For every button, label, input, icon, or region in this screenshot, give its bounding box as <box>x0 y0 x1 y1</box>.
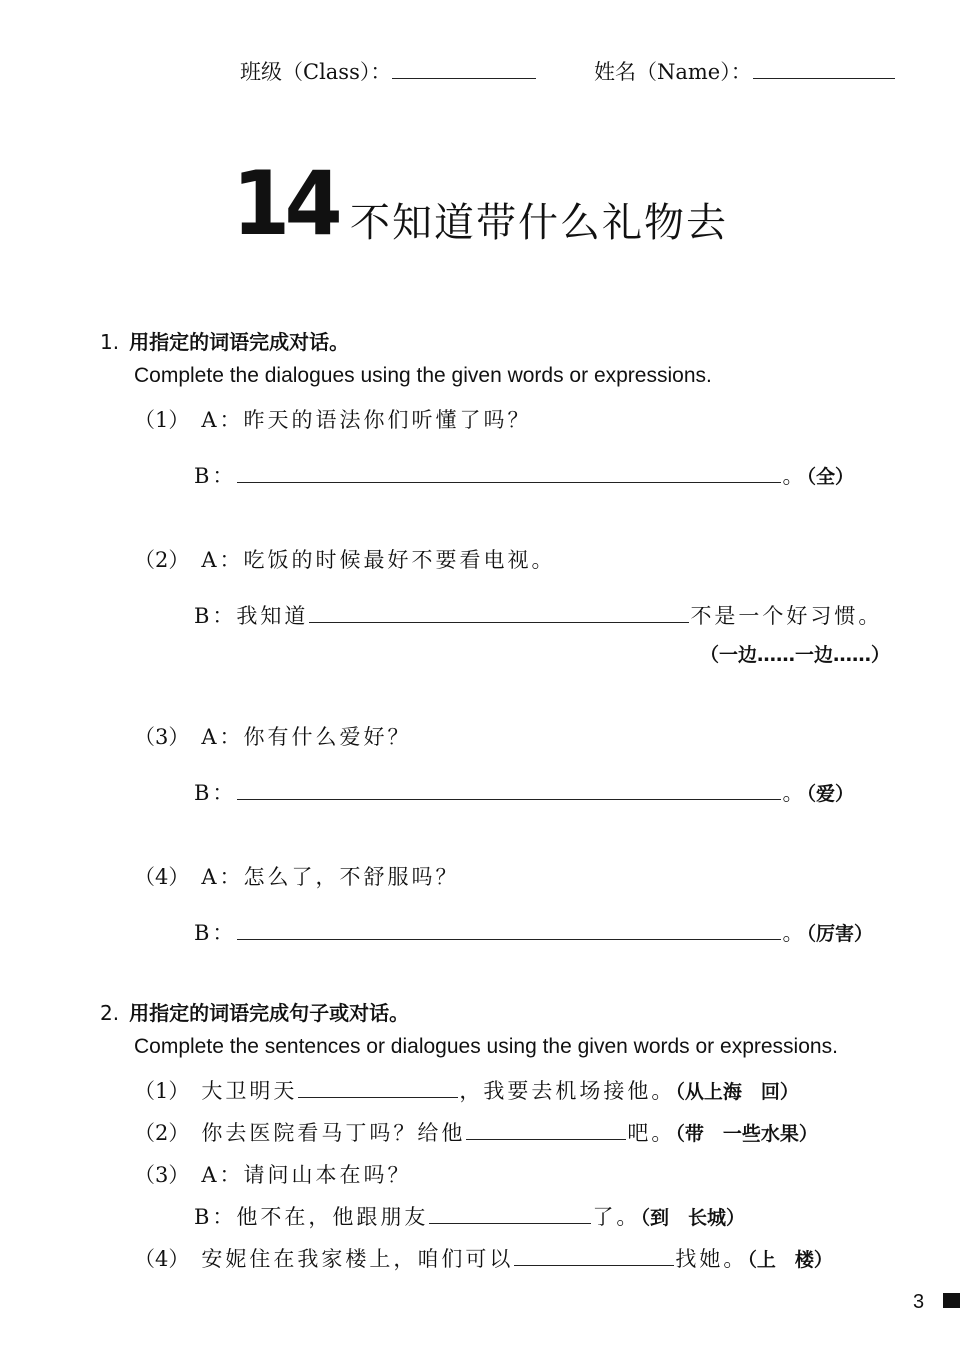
s2-q4-suffix: 找她。 <box>675 1247 748 1271</box>
s2-q3-b <box>194 1201 745 1231</box>
section1-title-en: Complete the dialogues using the given words or expressions. <box>134 364 712 387</box>
s2-q2-hint: （带 一些水果） <box>675 1123 818 1145</box>
s1-q4-answer-blank[interactable] <box>237 938 781 940</box>
s2-q4-label: （4） <box>134 1247 190 1271</box>
s2-q3-label: （3） <box>134 1163 190 1187</box>
s1-q2-answer-blank[interactable] <box>309 621 689 623</box>
s2-q4-prefix: 安妮住在我家楼上，咱们可以 <box>201 1247 514 1271</box>
s1-q3-hint: （爱） <box>806 783 854 805</box>
s2-q1-hint: （从上海 回） <box>675 1081 799 1103</box>
section1-title <box>100 326 349 355</box>
s1-q1-b <box>194 460 854 490</box>
s1-q1-b-suffix: 。 <box>782 464 807 488</box>
section2-title-en: Complete the sentences or dialogues using the given words or expressions. <box>134 1035 838 1058</box>
s2-q3-suffix: 了。 <box>592 1205 641 1229</box>
s2-q1-answer-blank[interactable] <box>298 1096 458 1098</box>
s1-q1-label: （1） <box>134 408 190 432</box>
s2-q3-prefix: B：他不在，他跟朋友 <box>194 1205 429 1229</box>
name-label: 姓名（Name）： <box>594 60 752 84</box>
s1-q1-a-text: A：昨天的语法你们听懂了吗？ <box>201 408 532 432</box>
s1-q2-b <box>194 600 882 630</box>
s1-q3-b <box>194 777 854 807</box>
s1-q4-b-suffix: 。 <box>782 921 807 945</box>
s1-q3-label: （3） <box>134 725 190 749</box>
s1-q4-a-text: A：怎么了，不舒服吗？ <box>201 865 460 889</box>
class-field <box>240 56 537 86</box>
s2-q3-hint: （到 长城） <box>640 1207 745 1229</box>
s1-q3-b-prefix: B： <box>194 781 237 805</box>
page-tab-marker <box>943 1293 960 1308</box>
s1-q3-a-text: A：你有什么爱好？ <box>201 725 412 749</box>
s1-q3-b-suffix: 。 <box>782 781 807 805</box>
name-blank[interactable] <box>753 77 895 79</box>
s2-q4 <box>134 1243 833 1273</box>
s1-q4-label: （4） <box>134 865 190 889</box>
s2-q2-prefix: 你去医院看马丁吗？给他 <box>201 1121 466 1145</box>
s1-q1-hint: （全） <box>806 466 854 488</box>
s2-q2 <box>134 1117 818 1147</box>
s1-q4-a <box>134 861 460 891</box>
s2-q4-answer-blank[interactable] <box>514 1264 674 1266</box>
s1-q1-b-prefix: B： <box>194 464 237 488</box>
section1-number: 1. <box>100 330 120 354</box>
s1-q2-b-suffix: 不是一个好习惯。 <box>690 604 883 628</box>
s2-q4-hint: （上 楼） <box>747 1249 833 1271</box>
section1-title-zh: 用指定的词语完成对话。 <box>129 330 350 354</box>
section2-number: 2. <box>100 1001 120 1025</box>
s2-q3-a-text: A：请问山本在吗？ <box>201 1163 412 1187</box>
chapter-number: 14 <box>232 152 337 255</box>
s1-q2-b-prefix: B：我知道 <box>194 604 309 628</box>
s1-q4-hint: （厉害） <box>806 923 873 945</box>
section2-title-zh: 用指定的词语完成句子或对话。 <box>129 1001 410 1025</box>
s2-q3-answer-blank[interactable] <box>429 1222 591 1224</box>
s1-q3-answer-blank[interactable] <box>237 798 781 800</box>
s1-q2-a-text: A：吃饭的时候最好不要看电视。 <box>201 548 556 572</box>
chapter-title: 不知道带什么礼物去 <box>350 200 728 246</box>
s1-q3-a <box>134 721 412 751</box>
s2-q3-a <box>134 1159 412 1189</box>
s1-q1-answer-blank[interactable] <box>237 481 781 483</box>
s2-q2-answer-blank[interactable] <box>466 1138 626 1140</box>
s2-q1-prefix: 大卫明天 <box>201 1079 298 1103</box>
class-label: 班级（Class）： <box>240 60 392 84</box>
s1-q2-hint: （一边……一边……） <box>700 644 891 666</box>
class-blank[interactable] <box>392 77 536 79</box>
section2-title <box>100 997 409 1026</box>
s2-q1 <box>134 1075 799 1105</box>
page-number: 3 <box>913 1291 925 1313</box>
s1-q4-b-prefix: B： <box>194 921 237 945</box>
s1-q4-b <box>194 917 873 947</box>
s2-q2-suffix: 吧。 <box>627 1121 676 1145</box>
s2-q2-label: （2） <box>134 1121 190 1145</box>
s1-q2-label: （2） <box>134 548 190 572</box>
s1-q2-a <box>134 544 556 574</box>
s2-q1-suffix: ，我要去机场接他。 <box>459 1079 676 1103</box>
s2-q1-label: （1） <box>134 1079 190 1103</box>
s1-q1-a <box>134 404 532 434</box>
name-field <box>594 56 896 86</box>
